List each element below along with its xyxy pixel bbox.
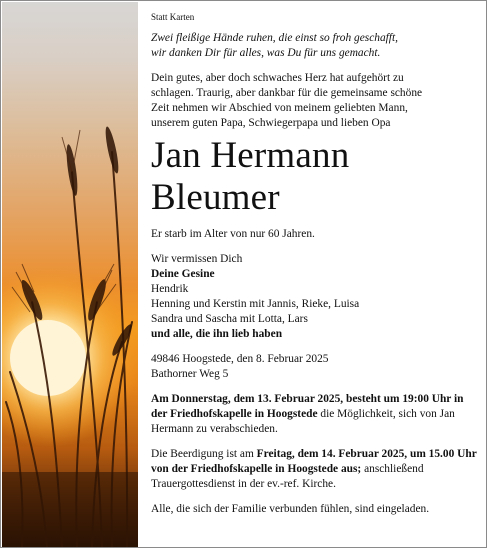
intro-line: schlagen. Traurig, aber dankbar für die gemeinsame schöne xyxy=(151,87,423,99)
quote-line: Zwei fleißige Hände ruhen, die einst so froh geschafft, xyxy=(151,32,398,44)
funeral-info xyxy=(151,447,481,492)
intro-line: Dein gutes, aber doch schwaches Herz hat aufgehört zu xyxy=(151,72,404,84)
farewell-date-time: Am Donnerstag, dem 13. Februar 2025, besteht um 19:00 Uhr in der Friedhofskapelle in Hoogstede xyxy=(151,393,464,420)
funeral-date-time: Freitag, dem 14. Februar 2025, um 15.00 Uhr von der Friedhofskapelle in Hoogstede aus; xyxy=(151,448,477,475)
funeral-intro: Die Beerdigung ist am xyxy=(151,448,257,460)
farewell-text: die Möglichkeit, sich von Jan Hermann zu verabschieden. xyxy=(151,408,455,435)
ground-shadow xyxy=(2,472,138,547)
mourners-intro: Wir vermissen Dich xyxy=(151,253,243,265)
memorial-quote xyxy=(151,31,481,61)
notice-heading: Statt Karten xyxy=(151,12,195,22)
notice-text xyxy=(151,11,481,517)
deceased-surname: Bleumer xyxy=(151,177,280,218)
mourners-family-line: Henning und Kerstin mit Jannis, Rieke, Luisa xyxy=(151,298,360,310)
mourners-family-line: Hendrik xyxy=(151,283,189,295)
deceased-given-names: Jan Hermann xyxy=(151,135,350,176)
funeral-text: anschließend Trauergottesdienst in der ev.-ref. Kirche. xyxy=(151,463,424,490)
place-date xyxy=(151,352,481,382)
farewell-info xyxy=(151,392,481,437)
age-statement: Er starb im Alter von nur 60 Jahren. xyxy=(151,228,315,240)
intro-line: unserem guten Papa, Schwiegerpapa und lieben Opa xyxy=(151,117,391,129)
sunset-grass-photo xyxy=(2,2,138,547)
mourners-list xyxy=(151,252,481,342)
sunset-grass-illustration xyxy=(2,2,138,547)
intro-paragraph xyxy=(151,71,481,131)
mourners-spouse: Deine Gesine xyxy=(151,268,215,280)
invitation: Alle, die sich der Familie verbunden fühlen, sind eingeladen. xyxy=(151,503,430,515)
quote-line: wir danken Dir für alles, was Du für uns gemacht. xyxy=(151,47,381,59)
place-date-line: 49846 Hoogstede, den 8. Februar 2025 xyxy=(151,353,329,365)
mourners-closing: und alle, die ihn lieb haben xyxy=(151,328,283,340)
intro-line: Zeit nehmen wir Abschied von meinem geliebten Mann, xyxy=(151,102,408,114)
mourners-family-line: Sandra und Sascha mit Lotta, Lars xyxy=(151,313,308,325)
street-address: Bathorner Weg 5 xyxy=(151,368,229,380)
deceased-name xyxy=(151,135,481,219)
